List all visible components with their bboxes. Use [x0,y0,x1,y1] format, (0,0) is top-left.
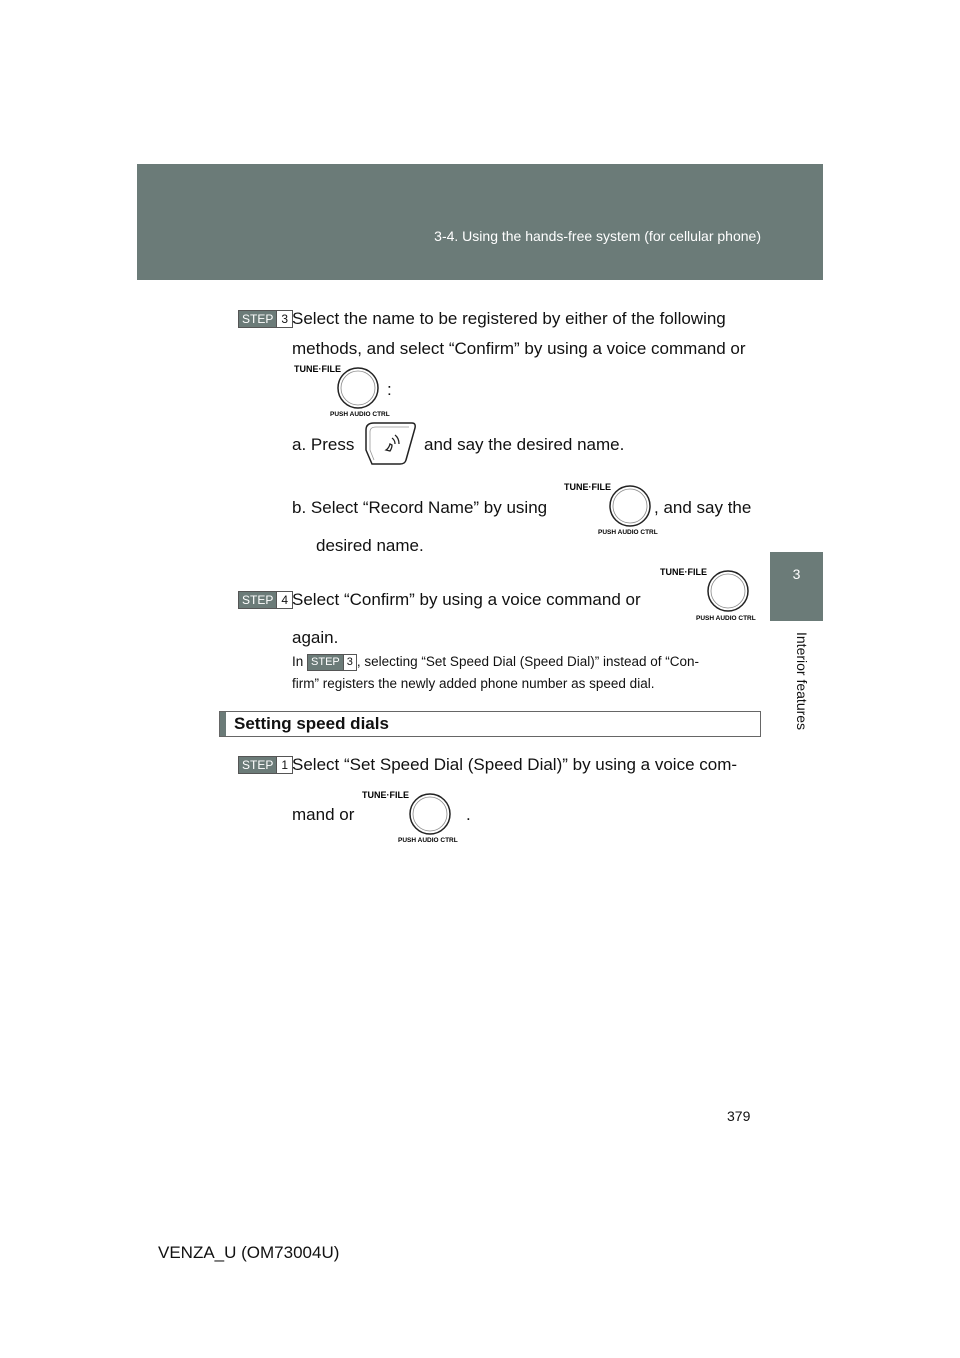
step-word: STEP [239,311,276,327]
inline-step-badge [307,654,357,671]
chapter-label: Interior features [794,632,810,731]
note-line2: firm” registers the newly added phone number as speed dial. [292,676,655,691]
option-a-suffix: and say the desired name. [424,435,625,454]
model-code: VENZA_U (OM73004U) [158,1243,340,1262]
step3-line2: methods, and select “Confirm” by using a voice command or [292,339,746,358]
step-badge-1 [238,756,293,774]
knob-top-label: TUNE·FILE [564,482,611,492]
phone-talk-icon [362,420,418,466]
note-text: , selecting “Set Speed Dial (Speed Dial)” instead of “Con- [356,654,700,669]
step-number: 1 [276,757,292,773]
section-title: Setting speed dials [234,714,389,733]
chapter-tab [770,552,823,621]
step-word: STEP [239,757,276,773]
step3-text [292,304,755,364]
knob-top-label: TUNE·FILE [362,790,409,800]
step-word: STEP [239,592,276,608]
step3-line1: Select the name to be registered by either of the following [292,309,726,328]
step4-line2: again. [292,628,339,647]
page-number: 379 [727,1108,751,1124]
knob-bottom-label: PUSH AUDIO CTRL [598,529,658,536]
step4-note [292,651,755,695]
option-b-suffix: , and say the [654,498,752,517]
option-b-line2: desired name. [316,536,424,555]
step-number: 3 [276,311,292,327]
step-number: 4 [276,592,292,608]
step-word: STEP [308,655,343,670]
knob-bottom-label: PUSH AUDIO CTRL [330,411,390,418]
step1-line1: Select “Set Speed Dial (Speed Dial)” by using a voice com- [292,755,738,774]
step-number: 3 [343,655,356,670]
knob-top-label: TUNE·FILE [660,567,707,577]
tune-file-knob-icon [560,478,660,536]
option-b-prefix: b. Select “Record Name” by using [292,498,548,517]
knob-bottom-label: PUSH AUDIO CTRL [398,837,458,844]
page-header [137,164,823,280]
knob-top-label: TUNE·FILE [294,364,341,374]
note-line1 [292,651,755,673]
tune-file-knob-icon [656,563,756,623]
step-badge-4 [238,591,293,609]
step4-line1: Select “Confirm” by using a voice command or [292,590,641,609]
step3-colon: : [387,380,392,399]
section-accent [220,712,226,736]
tune-file-knob-icon [290,360,390,418]
section-heading-bar [219,711,761,737]
option-a-prefix: a. Press [292,435,355,454]
tune-file-knob-icon [360,786,460,844]
step1-line2-prefix: mand or [292,805,355,824]
step-badge-3 [238,310,293,328]
section-heading: 3-4. Using the hands-free system (for cellular phone) [434,228,761,244]
step1-line2-suffix: . [466,805,471,824]
knob-bottom-label: PUSH AUDIO CTRL [696,615,756,622]
note-prefix: In [292,654,304,669]
chapter-number: 3 [792,566,801,582]
